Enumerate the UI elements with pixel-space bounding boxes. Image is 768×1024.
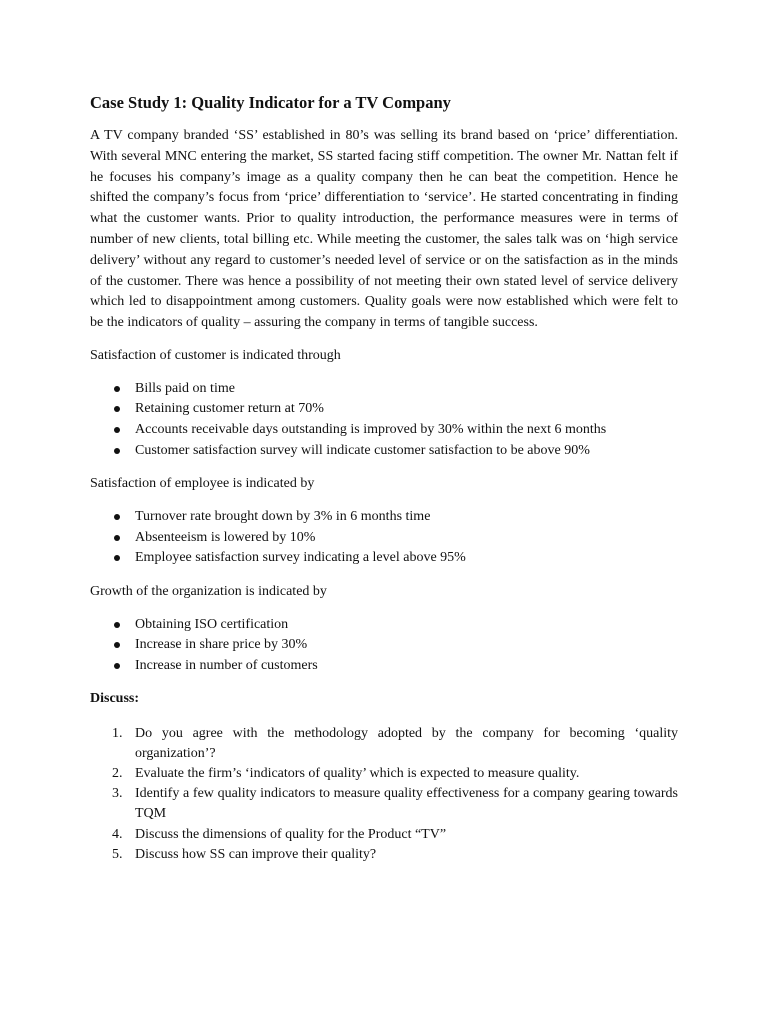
list-item: Accounts receivable days outstanding is improved by 30% within the next 6 months [90, 420, 678, 441]
bullet-list [90, 507, 678, 569]
list-item: Obtaining ISO certification [90, 615, 678, 636]
question-number: 5. [112, 846, 123, 862]
question-number: 2. [112, 766, 123, 782]
section-heading: Satisfaction of customer is indicated through [90, 347, 341, 363]
list-item: Turnover rate brought down by 3% in 6 months time [90, 507, 678, 528]
section-customer [90, 346, 678, 461]
section-heading: Growth of the organization is indicated by [90, 583, 327, 599]
bullet-icon [114, 386, 120, 392]
discuss-heading: Discuss: [90, 691, 140, 707]
bullet-list [90, 615, 678, 677]
question-number: 4. [112, 826, 123, 842]
list-item: Increase in number of customers [90, 656, 678, 677]
section-employee [90, 474, 678, 569]
question-item: 3. Identify a few quality indicators to measure quality effectiveness for a company gearing towards TQM [112, 786, 678, 822]
bullet-icon [114, 555, 120, 561]
bullet-icon [114, 642, 120, 648]
section-heading: Satisfaction of employee is indicated by [90, 476, 315, 492]
bullet-icon [114, 427, 120, 433]
question-item: 2. Evaluate the firm’s ‘indicators of quality’ which is expected to measure quality. [90, 764, 678, 784]
question-number: 3. [112, 786, 123, 802]
question-list [90, 724, 678, 865]
document-title: Case Study 1: Quality Indicator for a TV Company [90, 93, 451, 112]
bullet-icon [114, 514, 120, 520]
question-item: 4. Discuss the dimensions of quality for the Product “TV” [90, 825, 678, 845]
section-growth [90, 582, 678, 677]
question-item: 5. Discuss how SS can improve their quality? [90, 845, 678, 865]
list-item: Customer satisfaction survey will indicate customer satisfaction to be above 90% [90, 441, 678, 462]
bullet-icon [114, 535, 120, 541]
bullet-icon [114, 448, 120, 454]
bullet-icon [114, 622, 120, 628]
bullet-icon [114, 406, 120, 412]
document-page [90, 92, 678, 865]
question-item: 1. Do you agree with the methodology adopted by the company for becoming ‘quality organization’? [112, 726, 678, 762]
list-item: Retaining customer return at 70% [90, 399, 678, 420]
list-item: Increase in share price by 30% [90, 635, 678, 656]
list-item: Absenteeism is lowered by 10% [90, 528, 678, 549]
list-item: Employee satisfaction survey indicating a level above 95% [90, 548, 678, 569]
bullet-list [90, 379, 678, 461]
list-item: Bills paid on time [90, 379, 678, 400]
question-number: 1. [112, 726, 123, 742]
intro-paragraph: A TV company branded ‘SS’ established in 80’s was selling its brand based on ‘price’ differentiation. With several MNC entering the market, SS started facing stiff competition. The owner Mr. Nattan felt if he focuses his company’s image as a quality company then he can beat the competition. Hence he shifted the company’s focus from ‘price’ differentiation to ‘service’. He started concentrating in finding what the customer wants. Prior to quality introduction, the performance measures were in terms of number of new clients, total billing etc. While meeting the customer, the sales talk was on ‘high service delivery’ without any regard to customer’s needed level of service or on the satisfaction as in the minds of the customer. There was hence a possibility of not meeting their own stated level of service delivery which led to disappointment among customers. Quality goals were now established which were felt to be the indicators of quality – assuring the company in terms of tangible success. [90, 128, 678, 331]
bullet-icon [114, 663, 120, 669]
